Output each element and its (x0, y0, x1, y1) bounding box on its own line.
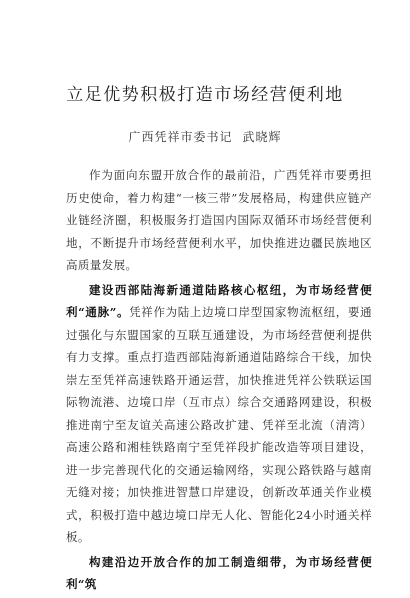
article-byline (0, 128, 410, 145)
paragraph-lead: 构建沿边开放合作的加工制造细带，为市场经营便利“筑 (66, 554, 372, 591)
author-position: 广西凭祥市委书记 (128, 130, 233, 144)
article-body (66, 164, 372, 598)
paragraph-transport (66, 279, 372, 549)
paragraph-lead: 建设西部陆海新通道陆路核心枢纽，为市场经营便利“通脉”。 (66, 282, 372, 319)
paragraph-manufacturing (66, 551, 372, 596)
article-title: 立足优势积极打造市场经营便利地 (66, 85, 344, 105)
author-name: 武晓辉 (242, 130, 282, 144)
paragraph-intro (66, 164, 372, 277)
paragraph-text: 作为面向东盟开放合作的最前沿，广西凭祥市要勇担历史使命，着力构建“一核三带”发展格局，构建供应链产业链经济圈，积极服务打造国内国际双循环市场经营便利地，不断提升市场经营便利水平，加快推进边疆民族地区高质量发展。 (66, 168, 372, 272)
paragraph-text: 凭祥作为陆上边境口岸型国家物流枢纽，要通过强化与东盟国家的互联互通建设，为市场经营便利提供有力支撑。重点打造西部陆海新通道陆路综合干线，加快崇左至凭祥高速铁路开通运营，加快推进凭祥公铁联运国际物流港、边境口岸（互市点）综合交通路网建设，积极推进南宁至友谊关高速公路改扩建、凭祥至北流（清湾）高速公路和湘桂铁路南宁至凭祥段扩能改造等项目建设，进一步完善现代化的交通运输网络，实现公路铁路与越南无缝对接；加快推进智慧口岸建设，创新改革通关作业模式，积极打造中越边境口岸无人化、智能化24小时通关样板。 (66, 305, 372, 544)
